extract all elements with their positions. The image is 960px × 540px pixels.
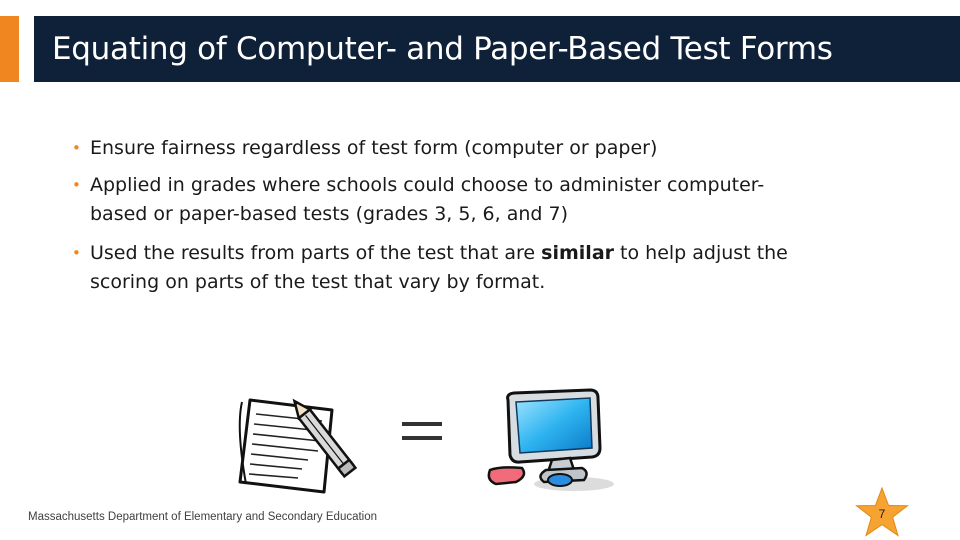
computer-icon (486, 388, 618, 494)
bullet-text-segment: to help adjust the (614, 242, 788, 264)
slide-title: Equating of Computer- and Paper-Based Test Forms (52, 31, 833, 67)
bullet-item (72, 239, 882, 297)
bullet-text: Ensure fairness regardless of test form (computer or paper) (90, 137, 658, 159)
title-band (34, 16, 960, 82)
bullet-text-line: Applied in grades where schools could choose to administer computer- (90, 174, 765, 196)
paper-and-pencil-icon (232, 388, 364, 496)
bullet-marker: • (72, 244, 81, 262)
bullet-marker: • (72, 176, 81, 194)
bullet-text-line: based or paper-based tests (grades 3, 5, 6, and 7) (90, 203, 568, 225)
bullet-text-line: scoring on parts of the test that vary by format. (90, 271, 546, 293)
bullet-list (72, 134, 882, 307)
bullet-marker: • (72, 139, 81, 157)
footer-organization: Massachusetts Department of Elementary and Secondary Education (28, 511, 378, 523)
bullet-item (72, 134, 882, 163)
bullet-item (72, 171, 882, 229)
bullet-text-segment: Used the results from parts of the test that are (90, 242, 542, 264)
equals-sign (402, 418, 444, 444)
page-number: 7 (878, 507, 886, 521)
bullet-emphasis: similar (541, 242, 615, 264)
title-accent-bar (0, 16, 19, 82)
